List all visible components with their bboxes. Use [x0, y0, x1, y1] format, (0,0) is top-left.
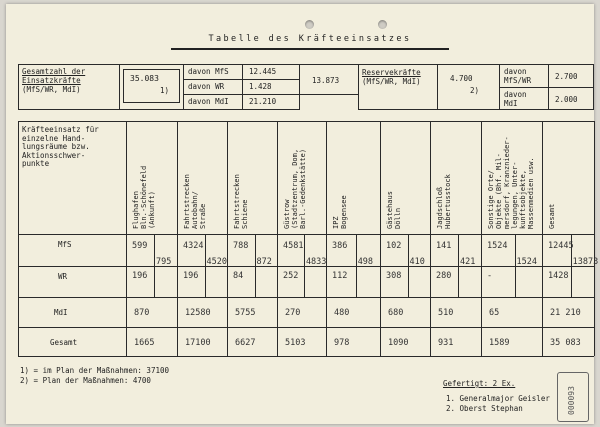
punch-hole [305, 20, 314, 29]
davon-value: 21.210 [249, 97, 277, 106]
cell-value-mdi: 680 [388, 308, 404, 318]
row-label: Gesamt [50, 338, 78, 347]
table-column-rule [277, 121, 278, 356]
subcolumn-rule [356, 234, 357, 297]
cell-value-total: 1090 [388, 338, 409, 348]
corner-label-line: Kräfteeinsatz für [22, 125, 99, 134]
cell-value-sum: 4520 [206, 257, 227, 267]
column-header: Güstrow (Stadtzentrum, Dom, Barl.-Gedenkstätte) [283, 148, 307, 229]
table-column-rule [177, 121, 178, 356]
column-header: Sonstige Orte/ Objekte (Bhf. Mil- mersdorf, Kranznieder- legungen, Unter- kunftsobjekte, Massenmedien usw. [487, 136, 535, 229]
subcolumn-rule [255, 234, 256, 297]
corner-label-line: Aktionsschwer- [22, 150, 86, 160]
cell-value-mfs: 141 [436, 241, 452, 251]
cell-value-mdi: 510 [438, 308, 454, 318]
cell-value-total: 1589 [489, 338, 510, 348]
cell-value-mfs: 4324 [183, 241, 204, 251]
cell-value-total: 35 083 [550, 338, 581, 348]
reserve-label-cell [358, 64, 438, 110]
corner-label-line: einzelne Hand- [22, 133, 86, 143]
reserve-davon-label: MfS/WR [504, 76, 532, 85]
cell-value-mdi: 870 [134, 308, 150, 318]
cell-value-mdi: 12580 [185, 308, 211, 318]
title-underline [171, 48, 449, 50]
cell-value-mfs: 12445 [548, 241, 574, 251]
row-label: MfS [58, 240, 72, 249]
column-header: Fahrtstrecken Autobahn/ Straße [183, 174, 207, 229]
davon-label: davon MdI [188, 97, 229, 106]
subcolumn-rule [304, 234, 305, 297]
table-column-rule [380, 121, 381, 356]
footnote: 1) = im Plan der Maßnahmen: 37100 [20, 366, 170, 375]
footnote: 2) = Plan der Maßnahmen: 4700 [20, 376, 151, 385]
cell-value-mfs: 599 [132, 241, 148, 251]
cell-value-wr: 112 [332, 271, 348, 281]
cell-value-mfs: 788 [233, 241, 249, 251]
table-column-rule [430, 121, 431, 356]
cell-value-sum: 795 [156, 257, 172, 267]
reserve-davon-label: davon [504, 90, 527, 99]
cell-value-mdi: 480 [334, 308, 350, 318]
summary-label-line: (MfS/WR, MdI) [22, 85, 81, 94]
cell-value-total: 6627 [235, 338, 256, 348]
cell-value-wr: 252 [283, 271, 299, 281]
cell-value-sum: 410 [409, 257, 425, 267]
davon-label: davon WR [188, 82, 225, 91]
cell-value-mdi: 270 [285, 308, 301, 318]
summary-total: 35.083 [130, 74, 159, 83]
reserve-davon-value: 2.000 [555, 95, 578, 104]
davon-value: 12.445 [249, 67, 277, 76]
table-column-rule [18, 121, 19, 356]
subcolumn-rule [154, 234, 155, 297]
cell-value-total: 17100 [185, 338, 211, 348]
cell-value-sum: 13873 [572, 257, 599, 267]
cell-value-wr: 196 [132, 271, 148, 281]
punch-hole [378, 20, 387, 29]
davon-label: davon MfS [188, 67, 229, 76]
table-row-rule [18, 121, 594, 122]
summary-label-line: Einsatzkräfte [22, 76, 81, 85]
corner-label-line: punkte [22, 159, 50, 168]
table-column-rule [542, 121, 543, 356]
reserve-note: 2) [470, 86, 480, 95]
summary-label-line: Gesamtzahl der [22, 67, 86, 76]
cell-value-wr: 196 [183, 271, 199, 281]
cell-value-mfs: 1524 [487, 241, 508, 251]
stamp-number: 000093 [567, 386, 576, 415]
table-column-rule [481, 121, 482, 356]
subcolumn-rule [205, 234, 206, 297]
distribution-title: Gefertigt: 2 Ex. [443, 379, 516, 388]
table-row-rule [18, 234, 594, 235]
column-header: Gesamt [548, 203, 556, 229]
column-header: Gästehaus Dölln [386, 191, 402, 229]
cell-value-mdi: 5755 [235, 308, 256, 318]
cell-value-mdi: 65 [489, 308, 500, 318]
row-label: MdI [54, 308, 68, 317]
cell-value-sum: 421 [460, 257, 476, 267]
cell-value-sum: 1524 [516, 257, 538, 267]
summary-total-note: 1) [160, 86, 170, 95]
summary-label-cell [18, 64, 120, 110]
cell-value-total: 5103 [285, 338, 306, 348]
table-column-rule [326, 121, 327, 356]
cell-value-mfs: 4581 [283, 241, 304, 251]
cell-value-sum: 872 [256, 257, 272, 267]
reserve-total: 4.700 [450, 74, 473, 83]
document-title: Tabelle des Kräfteeinsatzes [208, 34, 412, 44]
cell-value-sum: 498 [357, 257, 374, 267]
cell-value-wr: 84 [233, 271, 244, 281]
table-column-rule [594, 121, 595, 356]
reserve-davon-label: davon [504, 67, 527, 76]
table-row-rule [18, 297, 594, 298]
cell-value-mdi: 21 210 [550, 308, 581, 318]
distribution-item: 1. Generalmajor Geisler [446, 394, 550, 403]
document-page [6, 4, 599, 424]
reserve-label-line: Reservekräfte [362, 68, 421, 77]
reserve-davon-value: 2.700 [555, 72, 578, 81]
subcolumn-rule [408, 234, 409, 297]
column-header: IPZ Bogensee [332, 195, 348, 229]
distribution-item: 2. Oberst Stephan [446, 404, 523, 413]
reserve-davon-label: MdI [504, 99, 518, 108]
cell-value-wr: 280 [436, 271, 452, 281]
table-column-rule [126, 121, 127, 356]
subcolumn-rule [458, 234, 459, 297]
cell-value-mfs: 102 [386, 241, 402, 251]
cell-value-total: 1665 [134, 338, 155, 348]
corner-label-line: lungsräume bzw. [22, 142, 90, 151]
table-column-rule [227, 121, 228, 356]
column-header: Fahrtstrecken Schiene [233, 174, 249, 229]
cell-value-sum: 4833 [305, 257, 327, 267]
table-row-rule [18, 327, 594, 328]
cell-value-total: 931 [438, 338, 454, 348]
mfs-wr-sum: 13.873 [312, 76, 340, 85]
cell-value-mfs: 386 [332, 241, 348, 251]
cell-value-wr: 1428 [548, 271, 569, 281]
column-header: Jagdschloß Hubertusstock [436, 174, 452, 229]
cell-value-total: 978 [334, 338, 350, 348]
cell-value-wr: 308 [386, 271, 402, 281]
row-label: WR [58, 272, 68, 281]
cell-value-wr: - [487, 271, 493, 281]
davon-value: 1.428 [249, 82, 272, 91]
column-header: Flughafen Bln.-Schönefeld (Ankunft) [132, 165, 156, 229]
subcolumn-rule [515, 234, 516, 297]
archive-stamp [557, 372, 589, 422]
table-row-rule [18, 356, 594, 357]
reserve-label-line: (MfS/WR, MdI) [362, 77, 421, 86]
summary-total-cell [119, 64, 184, 110]
